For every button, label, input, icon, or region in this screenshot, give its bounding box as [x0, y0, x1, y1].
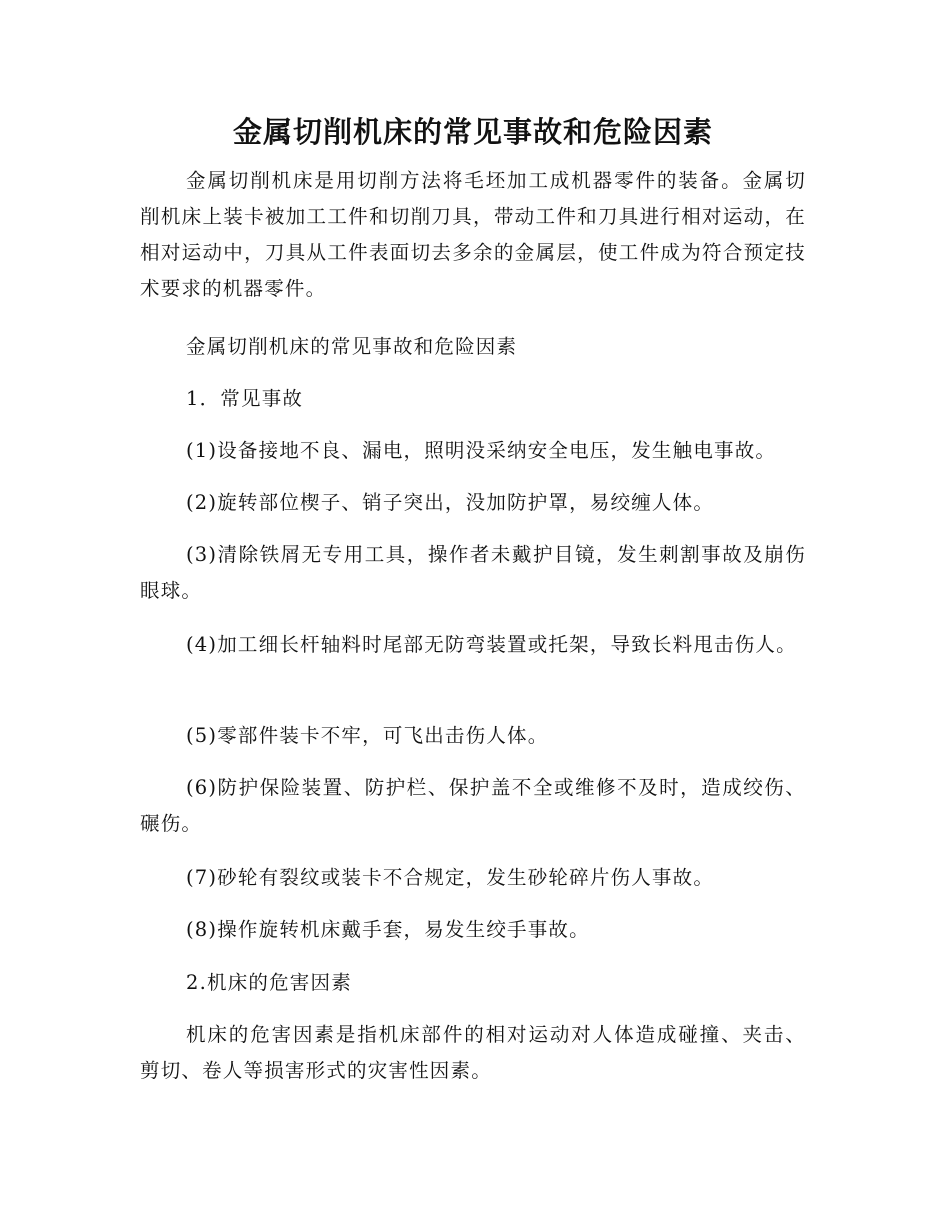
document-title: 金属切削机床的常见事故和危险因素: [232, 115, 713, 149]
accident-item-6: (6)防护保险装置、防护栏、保护盖不全或维修不及时，造成绞伤、碾伤。: [140, 776, 806, 835]
accident-item-2: (2)旋转部位楔子、销子突出，没加防护罩，易绞缠人体。: [186, 491, 715, 514]
accident-item-7: (7)砂轮有裂纹或装卡不合规定，发生砂轮碎片伤人事故。: [186, 866, 715, 889]
accident-item-1: (1)设备接地不良、漏电，照明没采纳安全电压，发生触电事故。: [186, 439, 777, 462]
accident-item-4: (4)加工细长杆轴料时尾部无防弯装置或托架，导致长料甩击伤人。: [186, 633, 797, 656]
intro-paragraph: 金属切削机床是用切削方法将毛坯加工成机器零件的装备。金属切削机床上装卡被加工工件和切削刀具，带动工件和刀具进行相对运动，在相对运动中，刀具从工件表面切去多余的金属层，使工件成为符合预定技术要求的机器零件。: [140, 169, 806, 300]
accident-item-5: (5)零部件装卡不牢，可飞出击伤人体。: [186, 724, 549, 747]
accident-item-8: (8)操作旋转机床戴手套，易发生绞手事故。: [186, 918, 590, 941]
section-heading: 金属切削机床的常见事故和危险因素: [186, 335, 518, 358]
subsection-heading-common-accidents: 1．常见事故: [186, 387, 304, 410]
subsection-heading-hazard-factors: 2.机床的危害因素: [186, 971, 352, 994]
accident-item-3: (3)清除铁屑无专用工具，操作者未戴护目镜，发生刺割事故及崩伤眼球。: [140, 543, 806, 602]
hazard-factors-paragraph: 机床的危害因素是指机床部件的相对运动对人体造成碰撞、夹击、剪切、卷人等损害形式的灾害性因素。: [140, 1023, 806, 1082]
